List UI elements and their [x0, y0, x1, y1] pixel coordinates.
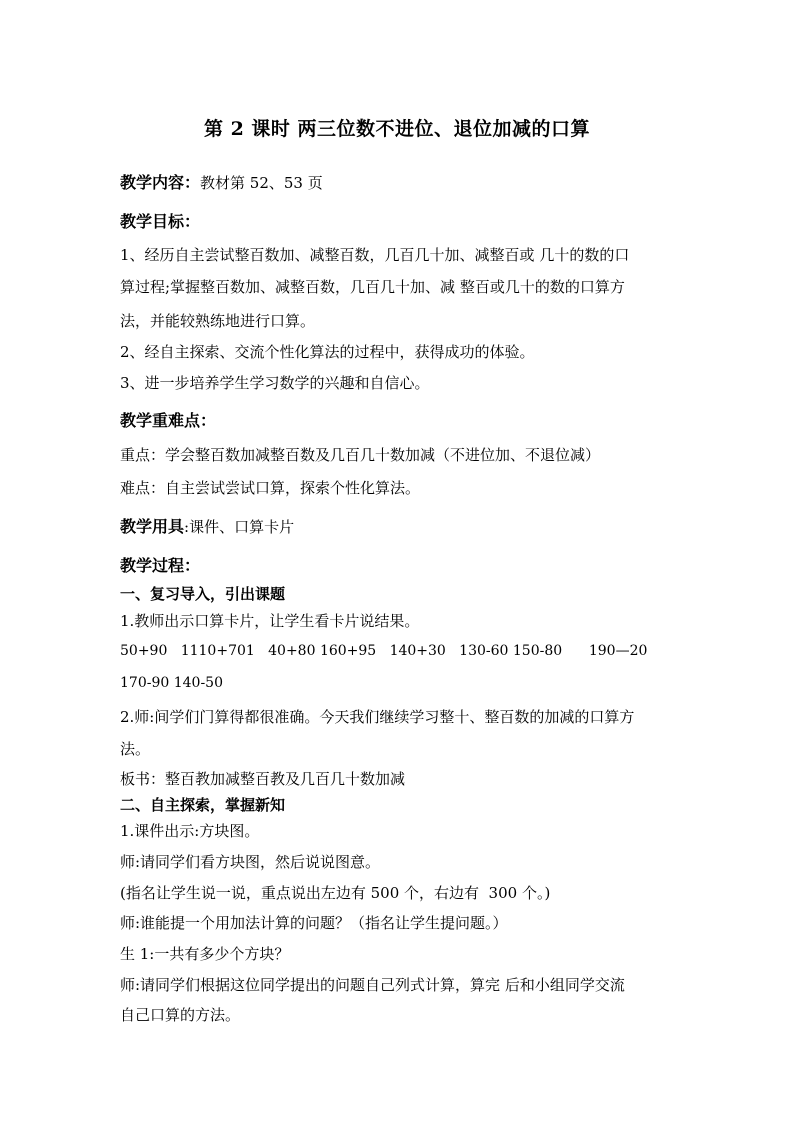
part2-line: 师:谁能提一个用加法计算的问题？（指名让学生提问题。） — [120, 914, 508, 932]
difficult-point: 难点：自主尝试尝试口算，探索个性化算法。 — [120, 479, 421, 497]
part2-line: 师:请同学们看方块图，然后说说图意。 — [120, 853, 381, 871]
goals-line: 3、进一步培养学生学习数学的兴趣和自信心。 — [120, 374, 430, 392]
keypoints-heading: 教学重难点： — [120, 411, 217, 430]
part1-heading: 一、复习导入，引出课题 — [120, 585, 286, 603]
part2-line: 生 1:一共有多少个方块？ — [120, 945, 290, 963]
content-line — [120, 170, 323, 193]
goals-line: 法，并能较熟练地进行口算。 — [120, 312, 316, 330]
goals-line: 算过程;掌握整百数加、减整百数，几百几十加、减 整百或几十的数的口算方 — [120, 278, 625, 296]
part1-step1: 1.教师出示口算卡片，让学生看卡片说结果。 — [120, 612, 420, 630]
page-title: 第 2 课时 两三位数不进位、退位加减的口算 — [203, 118, 591, 140]
tools-label: 教学用具 — [120, 517, 185, 536]
part2-line: 1.课件出示:方块图。 — [120, 822, 260, 840]
goals-line: 2、经自主探索、交流个性化算法的过程中，获得成功的体验。 — [120, 343, 535, 361]
part2-heading: 二、自主探索，掌握新知 — [120, 796, 286, 814]
part1-step2: 2.师:间学们门算得都很准确。今天我们继续学习整十、整百数的加减的口算方 — [120, 708, 635, 726]
part2-line: (指名让学生说一说，重点说出左边有 500 个，右边有 300 个。) — [120, 884, 551, 902]
content-text: 教材第 52、53 页 — [200, 174, 323, 192]
tools-line — [120, 514, 294, 537]
goals-heading: 教学目标： — [120, 212, 201, 231]
oral-cards-line: 170-90 140-50 — [120, 675, 223, 691]
oral-cards-line: 50+90 1110+701 40+80 160+95 140+30 130-60 150-80 190—20 — [120, 643, 648, 659]
important-point: 重点：学会整百数加减整百数及几百几十数加减（不进位加、不退位减） — [120, 446, 601, 464]
part2-line: 自己口算的方法。 — [120, 1006, 241, 1024]
tools-text: :课件、口算卡片 — [184, 518, 295, 536]
part2-line: 师:请同学们根据这位同学提出的问题自己列式计算，算完 后和小组同学交流 — [120, 976, 625, 994]
process-heading: 教学过程： — [120, 556, 201, 575]
board-writing: 板书：整百教加减整百教及几百几十数加减 — [120, 770, 406, 788]
part1-step2-cont: 法。 — [120, 740, 151, 758]
content-label: 教学内容： — [120, 173, 201, 192]
goals-line: 1、经历自主尝试整百数加、减整百数，几百几十加、减整百或 几十的数的口 — [120, 246, 630, 264]
